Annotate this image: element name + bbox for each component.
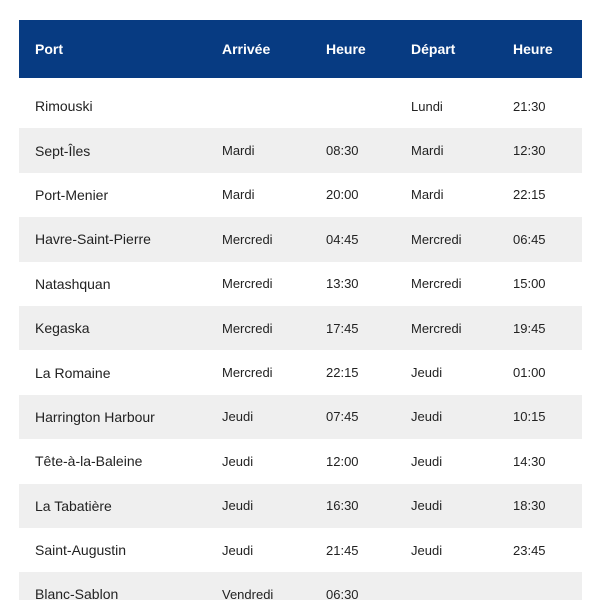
cell-departure-time: 21:30: [513, 98, 546, 114]
ferry-schedule-table: [19, 26, 582, 600]
table-row: [19, 528, 582, 572]
cell-port: La Romaine: [35, 364, 111, 381]
cell-departure: Jeudi: [411, 409, 443, 425]
cell-departure-time: 22:15: [513, 187, 546, 203]
cell-arrival-time: 08:30: [326, 143, 359, 159]
header-port: Port: [35, 41, 63, 57]
table-row: [19, 84, 582, 128]
cell-departure-time: 18:30: [513, 498, 546, 514]
cell-arrival-time: [310, 84, 395, 128]
cell-departure: Mercredi: [411, 320, 462, 336]
cell-arrival: Jeudi: [222, 453, 254, 469]
table-row: [19, 262, 582, 306]
cell-departure-time: [497, 572, 582, 600]
cell-port: Kegaska: [35, 320, 90, 337]
header-arrival-time: Heure: [326, 41, 366, 57]
header-departure-time: Heure: [513, 41, 553, 57]
cell-port: Harrington Harbour: [35, 408, 155, 425]
cell-arrival-time: 22:15: [326, 365, 359, 381]
table-row: [19, 217, 582, 261]
cell-arrival-time: 12:00: [326, 453, 359, 469]
cell-port: Tête-à-la-Baleine: [35, 453, 143, 470]
cell-departure-time: 14:30: [513, 453, 546, 469]
cell-departure-time: 12:30: [513, 143, 546, 159]
header-departure: Départ: [411, 41, 456, 57]
cell-departure: Mardi: [411, 143, 444, 159]
header-arrival: Arrivée: [222, 41, 271, 57]
cell-departure: Mardi: [411, 187, 444, 203]
cell-arrival-time: 21:45: [326, 542, 359, 558]
cell-arrival-time: 06:30: [326, 586, 359, 600]
cell-arrival: Mardi: [222, 187, 255, 203]
cell-arrival-time: 16:30: [326, 498, 359, 514]
cell-arrival: Mercredi: [222, 276, 273, 292]
table-row: [19, 350, 582, 394]
cell-departure-time: 10:15: [513, 409, 546, 425]
cell-departure: Mercredi: [411, 231, 462, 247]
table-body: [19, 84, 582, 600]
cell-departure-time: 19:45: [513, 320, 546, 336]
header-row: [19, 26, 582, 84]
table-row: [19, 439, 582, 483]
cell-arrival: Mercredi: [222, 320, 273, 336]
table-row: [19, 572, 582, 600]
cell-arrival: Mercredi: [222, 231, 273, 247]
table-row: [19, 395, 582, 439]
cell-departure: Jeudi: [411, 542, 443, 558]
cell-departure: Mercredi: [411, 276, 462, 292]
cell-port: Havre-Saint-Pierre: [35, 231, 151, 248]
table-row: [19, 484, 582, 528]
cell-port: Natashquan: [35, 275, 111, 292]
cell-arrival-time: 04:45: [326, 231, 359, 247]
cell-port: Port-Menier: [35, 186, 109, 203]
cell-arrival: Mardi: [222, 143, 255, 159]
cell-port: Saint-Augustin: [35, 542, 127, 559]
table-row: [19, 128, 582, 172]
cell-departure: Jeudi: [411, 453, 443, 469]
cell-departure-time: 06:45: [513, 231, 546, 247]
cell-departure: Jeudi: [411, 498, 443, 514]
cell-arrival: Jeudi: [222, 542, 254, 558]
table-row: [19, 306, 582, 350]
cell-arrival: Mercredi: [222, 365, 273, 381]
cell-arrival-time: 07:45: [326, 409, 359, 425]
cell-arrival: [206, 84, 310, 128]
table-row: [19, 173, 582, 217]
cell-port: La Tabatière: [35, 497, 112, 514]
cell-arrival-time: 13:30: [326, 276, 359, 292]
cell-port: Rimouski: [35, 98, 93, 115]
cell-arrival: Jeudi: [222, 409, 254, 425]
cell-arrival-time: 17:45: [326, 320, 359, 336]
cell-departure-time: 15:00: [513, 276, 546, 292]
cell-arrival: Jeudi: [222, 498, 254, 514]
cell-departure: Jeudi: [411, 365, 443, 381]
cell-departure-time: 01:00: [513, 365, 546, 381]
cell-departure: [395, 572, 497, 600]
cell-departure: Lundi: [411, 98, 443, 114]
cell-departure-time: 23:45: [513, 542, 546, 558]
cell-port: Blanc-Sablon: [35, 586, 119, 600]
cell-arrival: Vendredi: [222, 586, 274, 600]
cell-arrival-time: 20:00: [326, 187, 359, 203]
cell-port: Sept-Îles: [35, 142, 91, 159]
table-header: [19, 26, 582, 84]
